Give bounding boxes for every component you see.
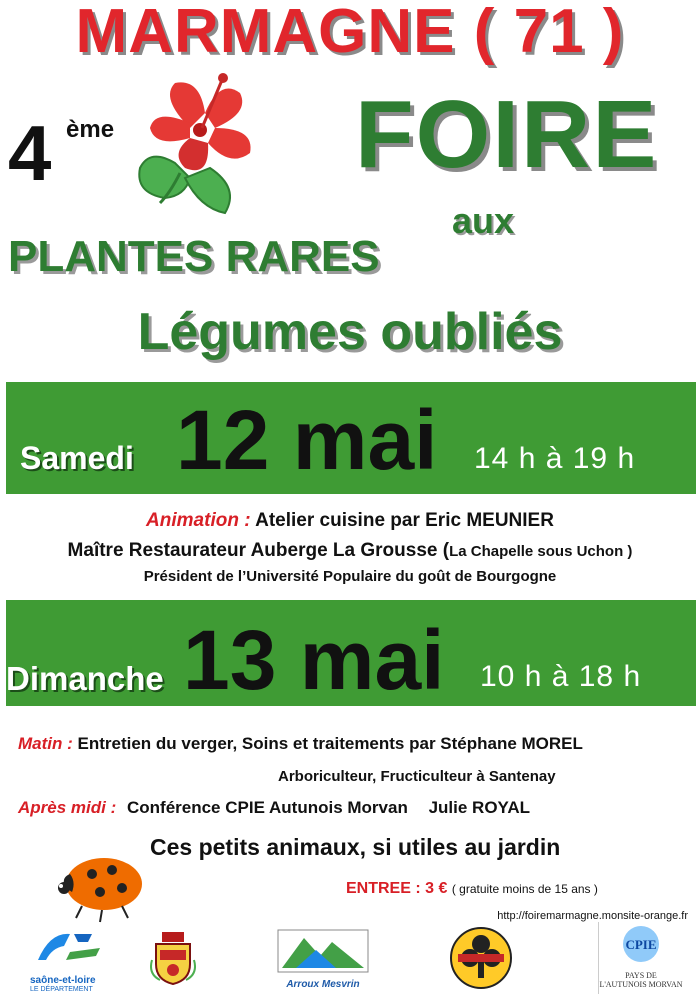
animation-line bbox=[0, 510, 700, 532]
matin-text: Entretien du verger, Soins et traitements par Stéphane MOREL bbox=[77, 734, 583, 753]
town-title: MARMAGNE ( 71 ) bbox=[75, 0, 625, 66]
hibiscus-flower-icon bbox=[130, 68, 260, 218]
saone-line2: LE DÉPARTEMENT bbox=[30, 986, 93, 993]
apres-midi-line bbox=[18, 798, 530, 818]
aux-word: aux bbox=[452, 200, 515, 241]
marmagne-crest-logo bbox=[150, 930, 196, 986]
club-icon bbox=[448, 924, 514, 992]
cpie-line2: L'AUTUNOIS MORVAN bbox=[599, 980, 683, 989]
apres-midi-label: Après midi : bbox=[18, 798, 117, 817]
edition-suffix: ème bbox=[66, 116, 115, 143]
cpie-line1: PAYS DE bbox=[625, 971, 657, 980]
saturday-hours: 14 h à 19 h bbox=[474, 442, 636, 475]
entry-note: ( gratuite moins de 15 ans ) bbox=[451, 882, 598, 896]
legumes-oublies-title: Légumes oubliés bbox=[137, 303, 563, 361]
saturday-date: 12 mai bbox=[176, 393, 438, 487]
entry-line bbox=[346, 880, 598, 898]
cpie-icon bbox=[599, 922, 683, 966]
website-url[interactable]: http://foiremarmagne.monsite-orange.fr bbox=[497, 910, 688, 922]
saone-line1: saône-et-loire bbox=[30, 975, 96, 986]
president-line: Président de l’Université Populaire du goût de Bourgogne bbox=[143, 568, 557, 585]
mountains-icon bbox=[276, 928, 370, 974]
animation-text: Atelier cuisine par Eric MEUNIER bbox=[255, 510, 554, 531]
club-logo bbox=[448, 924, 514, 992]
foire-title: FOIRE bbox=[355, 81, 659, 188]
saturday-day: Samedi bbox=[20, 440, 134, 476]
sunday-hours: 10 h à 18 h bbox=[480, 660, 642, 693]
entry-label: ENTREE : 3 € bbox=[346, 880, 448, 897]
cpie-text: CPIE bbox=[625, 937, 657, 952]
matin-sub: Arboriculteur, Fructiculteur à Santenay bbox=[278, 768, 556, 785]
saone-et-loire-logo bbox=[30, 926, 110, 992]
plantes-rares-title: PLANTES RARES bbox=[8, 232, 380, 281]
matin-label: Matin : bbox=[18, 734, 73, 753]
talk-title: Ces petits animaux, si utiles au jardin bbox=[150, 834, 561, 860]
restaurateur-text: Maître Restaurateur Auberge La Grousse ( bbox=[67, 540, 450, 561]
saone-et-loire-icon bbox=[30, 926, 110, 970]
sunday-date: 13 mai bbox=[183, 613, 445, 707]
ladybug-icon bbox=[52, 848, 148, 924]
edition-number: 4 bbox=[8, 109, 52, 197]
arroux-mesvrin-logo bbox=[276, 928, 370, 990]
animation-label: Animation : bbox=[146, 510, 251, 531]
matin-line bbox=[18, 734, 583, 754]
apres-midi-person: Julie ROYAL bbox=[428, 798, 530, 817]
restaurateur-place: La Chapelle sous Uchon ) bbox=[449, 543, 633, 560]
restaurateur-line bbox=[0, 540, 700, 562]
arroux-text: Arroux Mesvrin bbox=[286, 979, 360, 990]
crest-icon bbox=[150, 930, 196, 986]
cpie-logo bbox=[598, 922, 683, 994]
apres-midi-text: Conférence CPIE Autunois Morvan bbox=[126, 798, 408, 817]
sunday-day: Dimanche bbox=[6, 660, 164, 697]
